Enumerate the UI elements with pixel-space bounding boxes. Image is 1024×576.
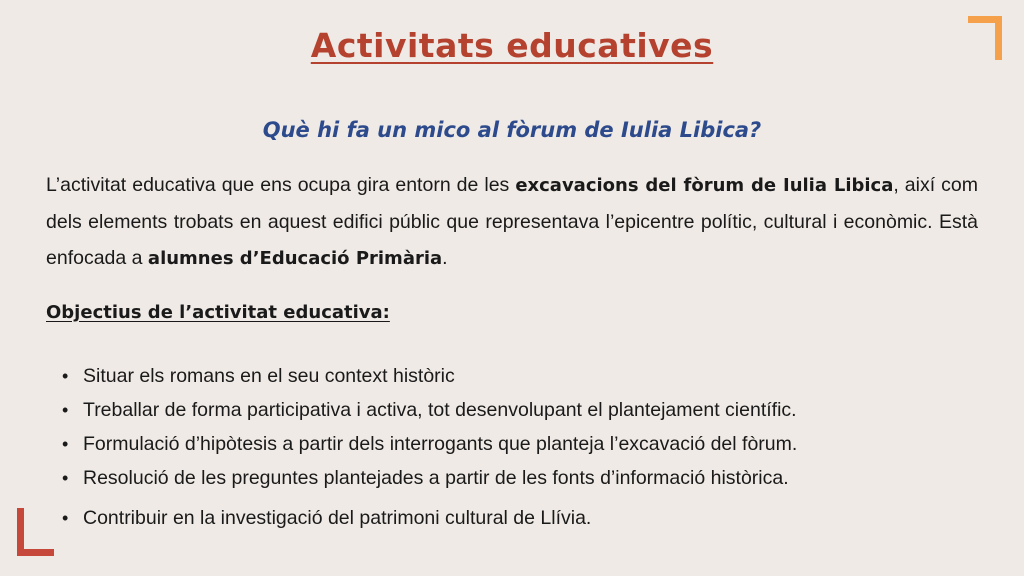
list-item [62,502,797,536]
intro-text-1: L’activitat educativa que ens ocupa gira entorn de les [46,174,516,196]
objectives-heading: Objectius de l’activitat educativa: [46,302,390,323]
objectives-list [62,360,797,536]
objective-text: Treballar de forma participativa i activa, tot desenvolupant el plantejament científic. [83,399,797,421]
objective-text: Formulació d’hipòtesis a partir dels interrogants que planteja l’excavació del fòrum. [83,433,798,455]
list-item [62,462,797,496]
slide-title: Activitats educatives [310,26,714,65]
intro-bold-2: alumnes d’Educació Primària [147,248,443,269]
bullet-icon: • [62,468,69,488]
corner-bracket-bottom-left [17,508,54,556]
list-item [62,428,797,462]
objective-text: Resolució de les preguntes plantejades a partir de les fonts d’informació històrica. [83,467,789,489]
intro-paragraph [46,167,978,277]
bullet-icon: • [62,400,69,420]
intro-text-3: . [442,247,448,269]
slide-subtitle: Què hi fa un mico al fòrum de Iulia Libica? [262,118,762,142]
objective-text: Situar els romans en el seu context històric [83,365,455,387]
list-item [62,394,797,428]
intro-text-2: , així com dels elements trobats en aquest edifici públic que representava l’epicentre polític, cultural i econòmic. Està enfocada a [46,174,978,269]
intro-bold-1: excavacions del fòrum de Iulia Libica [515,175,894,196]
bullet-icon: • [62,508,69,528]
objective-text: Contribuir en la investigació del patrimoni cultural de Llívia. [83,507,592,529]
list-item [62,360,797,394]
bullet-icon: • [62,366,69,386]
bullet-icon: • [62,434,69,454]
